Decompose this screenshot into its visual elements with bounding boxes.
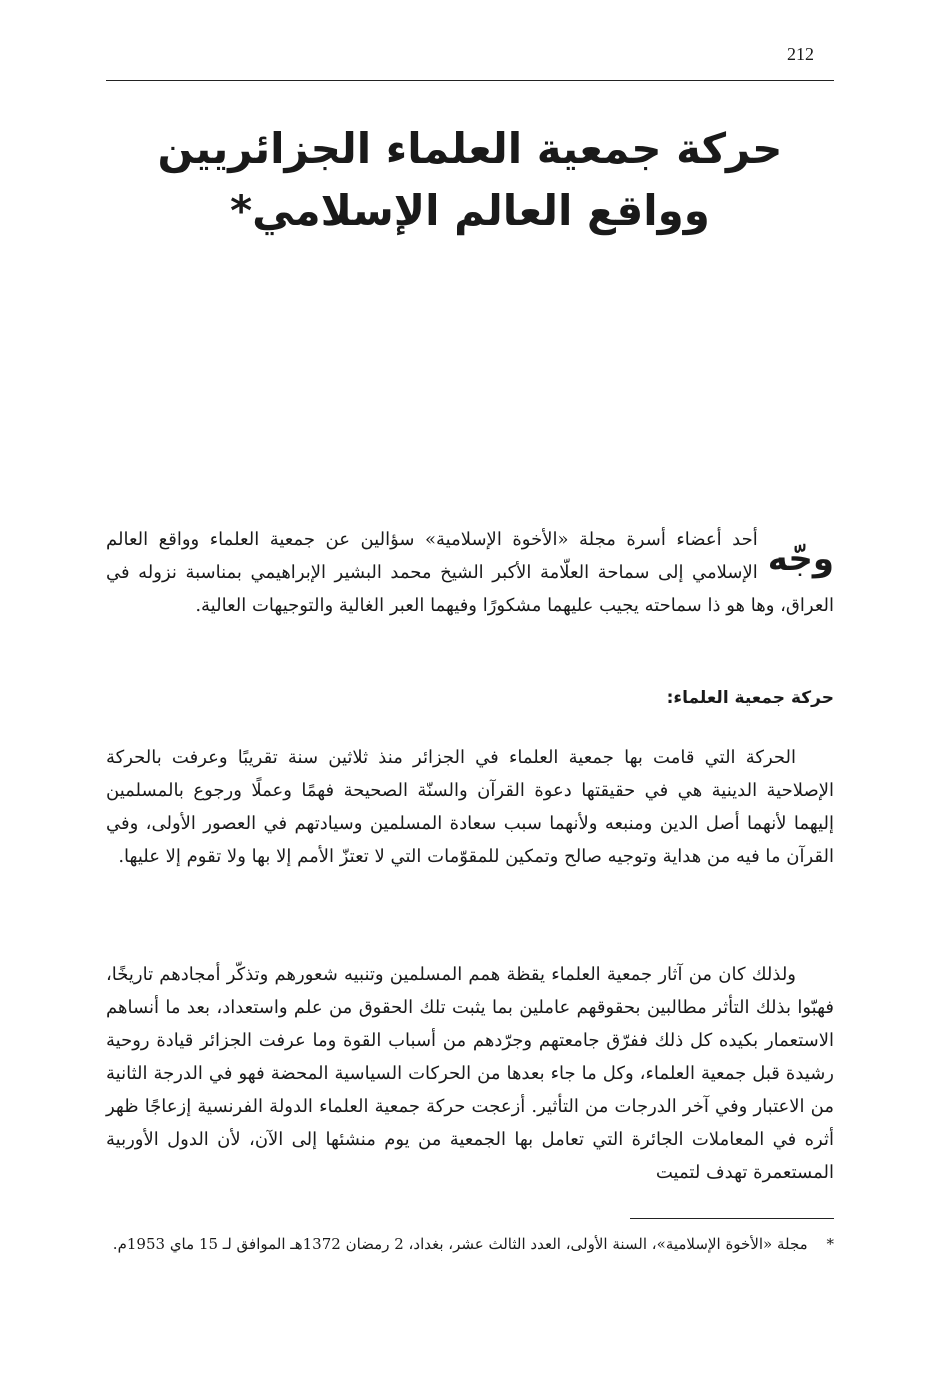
footnote — [106, 1230, 834, 1258]
body-paragraph-2: ولذلك كان من آثار جمعية العلماء يقظة همم المسلمين وتنبيه شعورهم وتذكّر أمجادهم تاريخًا، فهبّوا بذلك التأثر مطالبين بحقوقهم عاملين بما يثبت تلك الحقوق من علم واستعداد، بعد ما أنساهم الاستعمار بكيده كل ذلك ففرّق جامعتهم وجرّدهم من أسباب القوة وما عرفت الجزائر قيادة روحية رشيدة قبل جمعية العلماء، وكل ما جاء بعدها من الحركات السياسية المحضة فهو في الدرجة الثانية من الاعتبار وفي آخر الدرجات من التأثير. أزعجت حركة جمعية العلماء الدولة الفرنسية إزعاجًا ظهر أثره في المعاملات الجائرة التي تعامل بها الجمعية من يوم منشئها إلى الآن، لأن الدول الأوربية المستعمرة تهدف لتميت — [106, 964, 834, 1183]
intro-text: أحد أعضاء أسرة مجلة «الأخوة الإسلامية» سؤالين عن جمعية العلماء وواقع العالم الإسلامي إلى سماحة العلّامة الأكبر الشيخ محمد البشير الإبراهيمي بمناسبة نزوله في العراق، وها هو ذا سماحته يجيب عليهما مشكورًا وفيهما العبر الغالية والتوجيهات العالية. — [106, 529, 834, 616]
section-heading: حركة جمعية العلماء: — [666, 688, 834, 708]
intro-paragraph — [106, 523, 834, 622]
title-line-2: وواقع العالم الإسلامي* — [230, 186, 710, 235]
footnote-rule — [630, 1218, 834, 1219]
header-rule — [106, 80, 834, 81]
footnote-marker: * — [826, 1235, 834, 1253]
footnote-text: مجلة «الأخوة الإسلامية»، السنة الأولى، العدد الثالث عشر، بغداد، 2 رمضان 1372هـ الموافق لـ 15 ماي 1953م. — [112, 1235, 808, 1253]
body-paragraph-1: الحركة التي قامت بها جمعية العلماء في الجزائر منذ ثلاثين سنة تقريبًا وعرفت بالحركة الإصلاحية الدينية هي في حقيقتها دعوة القرآن والسنّة الصحيحة فهمًا وعملًا ورجوع بالمسلمين إليهما لأنهما أصل الدين ومنبعه ولأنهما سبب سعادة المسلمين وسيادتهم في العصور الأولى، وفي القرآن ما فيه من هداية وتوجيه صالح وتمكين للمقوّمات التي لا تعتزّ الأمم إلا بها ولا تقوم إلا عليها. — [106, 747, 834, 867]
article-title — [106, 118, 834, 242]
intro-dropcap: وجّه — [767, 539, 834, 579]
page-number: 212 — [787, 44, 814, 64]
title-line-1: حركة جمعية العلماء الجزائريين — [157, 124, 783, 173]
